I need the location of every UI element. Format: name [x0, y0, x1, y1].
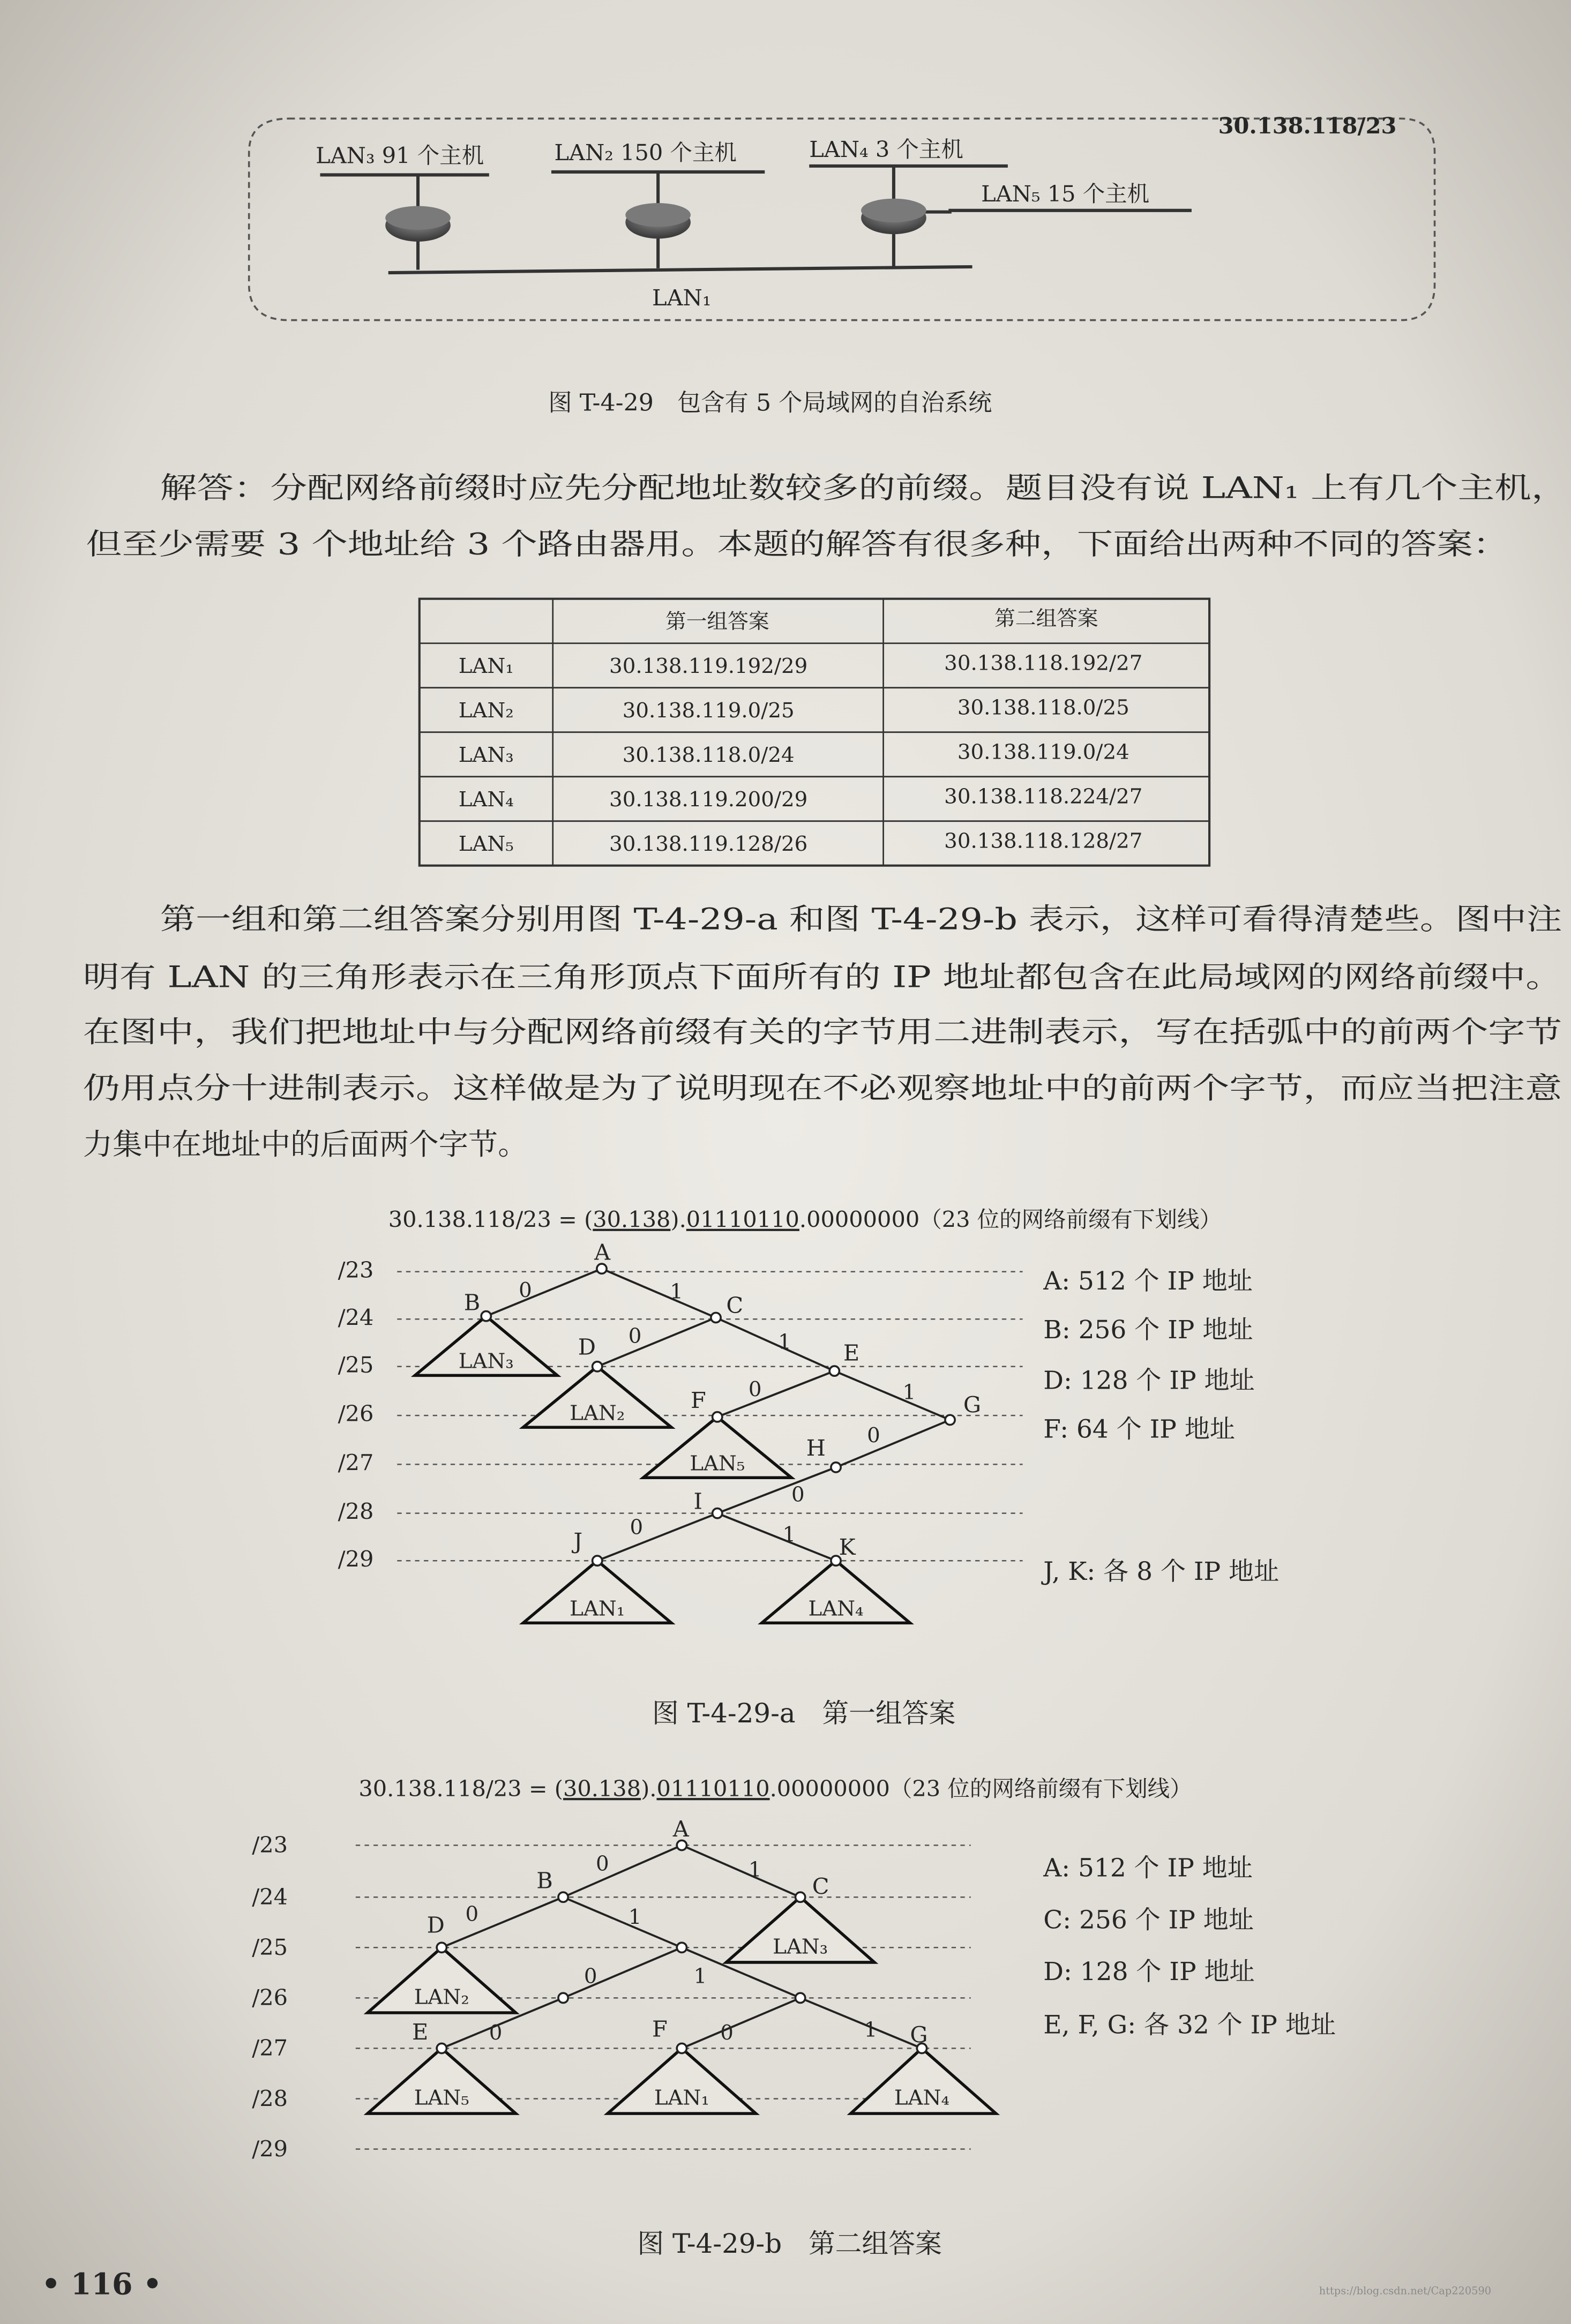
- router-icon: [625, 203, 691, 238]
- prefix-level-label: /28: [338, 1498, 374, 1525]
- node-label: H: [806, 1434, 826, 1461]
- table-cell: 30.138.119.192/29: [609, 654, 808, 679]
- prefix-level-label: /27: [338, 1449, 374, 1476]
- node-label: J: [573, 1528, 583, 1555]
- branch-bit-label: 0: [583, 1964, 597, 1989]
- prefix-level-label: /26: [338, 1400, 374, 1427]
- table-header: 第一组答案: [665, 610, 769, 634]
- node-label: C: [726, 1292, 744, 1319]
- node-label: E: [843, 1339, 860, 1366]
- lan-label: LAN₄: [808, 1596, 864, 1621]
- lan-label: LAN₄: [894, 2086, 950, 2110]
- lan-label: LAN₃: [458, 1349, 514, 1374]
- lan-label: LAN₁: [570, 1596, 625, 1621]
- lan1-label: LAN₁: [652, 284, 712, 311]
- figure-caption: 图 T-4-29-b 第二组答案: [637, 2228, 942, 2260]
- prefix-equation: 30.138.118/23 = (30.138).01110110.00000000（23 位的网络前缀有下划线）: [358, 1775, 1192, 1802]
- prefix-level-label: /27: [252, 2035, 288, 2061]
- table-cell: 30.138.118.0/24: [622, 743, 795, 768]
- branch-bit-label: 0: [489, 2020, 503, 2045]
- prefix-level-label: /25: [252, 1934, 288, 1961]
- prefix-level-label: /28: [252, 2085, 288, 2112]
- branch-bit-label: 0: [867, 1423, 880, 1448]
- prefix-level-label: /29: [338, 1546, 374, 1572]
- prefix-level-label: /29: [252, 2135, 288, 2162]
- page-number: • 116 •: [41, 2267, 162, 2302]
- node-label: B: [463, 1289, 481, 1316]
- table-cell: 30.138.119.0/25: [622, 699, 795, 723]
- address-note: F: 64 个 IP 地址: [1043, 1414, 1235, 1444]
- prefix-level-label: /26: [252, 1984, 288, 2011]
- table-cell: LAN₄: [458, 788, 514, 812]
- lan3-label: LAN₃ 91 个主机: [316, 142, 484, 169]
- branch-bit-label: 0: [791, 1482, 805, 1507]
- node-label: E: [412, 2018, 429, 2045]
- lan-label: LAN₅: [690, 1451, 745, 1476]
- paragraph-line: 第一组和第二组答案分别用图 T-4-29-a 和图 T-4-29-b 表示，这样可看得清楚些。图中注: [160, 902, 1562, 937]
- lan2-label: LAN₂ 150 个主机: [554, 139, 737, 166]
- prefix-level-label: /24: [338, 1304, 374, 1331]
- node-label: G: [910, 2021, 928, 2048]
- table-cell: 30.138.118.0/25: [957, 695, 1129, 720]
- branch-bit-label: 1: [782, 1523, 796, 1547]
- prefix-level-label: /24: [252, 1884, 288, 1910]
- answer-line: 但至少需要 3 个地址给 3 个路由器用。本题的解答有很多种，下面给出两种不同的答案：: [86, 527, 1509, 562]
- router-icon: [385, 206, 451, 242]
- address-note: A: 512 个 IP 地址: [1043, 1853, 1253, 1883]
- node-label: G: [963, 1391, 982, 1418]
- branch-bit-label: 0: [519, 1278, 532, 1302]
- branch-bit-label: 0: [628, 1324, 642, 1348]
- router-icon: [861, 199, 926, 234]
- node-label: C: [812, 1873, 829, 1900]
- address-note: E, F, G: 各 32 个 IP 地址: [1043, 2010, 1336, 2040]
- as-prefix-label: 30.138.118/23: [1218, 112, 1397, 139]
- branch-bit-label: 0: [595, 1851, 609, 1876]
- branch-bit-label: 0: [465, 1902, 479, 1926]
- address-note: C: 256 个 IP 地址: [1043, 1905, 1254, 1935]
- lan-label: LAN₁: [654, 2086, 709, 2110]
- node-label: I: [693, 1488, 702, 1515]
- table-cell: 30.138.118.128/27: [944, 829, 1143, 853]
- prefix-level-label: /23: [338, 1256, 374, 1283]
- table-cell: LAN₂: [458, 699, 514, 723]
- branch-bit-label: 0: [748, 1377, 762, 1402]
- branch-bit-label: 1: [864, 2018, 878, 2042]
- paragraph-line: 在图中，我们把地址中与分配网络前缀有关的字节用二进制表示，写在括弧中的前两个字节: [83, 1015, 1562, 1049]
- node-label: F: [652, 2015, 668, 2042]
- table-cell: 30.138.118.192/27: [944, 651, 1143, 676]
- lan4-label: LAN₄ 3 个主机: [809, 136, 963, 163]
- table-cell: 30.138.119.128/26: [609, 832, 808, 857]
- node-label: F: [690, 1387, 706, 1414]
- prefix-level-label: /23: [252, 1832, 288, 1858]
- prefix-level-label: /25: [338, 1351, 374, 1378]
- node-label: K: [839, 1534, 856, 1561]
- answer-line: 解答：分配网络前缀时应先分配地址数较多的前缀。题目没有说 LAN₁ 上有几个主机，: [160, 471, 1568, 506]
- paragraph-line: 仍用点分十进制表示。这样做是为了说明现在不必观察地址中的前两个字节，而应当把注意: [83, 1071, 1562, 1106]
- node-label: A: [672, 1815, 689, 1842]
- address-note: D: 128 个 IP 地址: [1043, 1366, 1255, 1396]
- figure-caption: 图 T-4-29 包含有 5 个局域网的自治系统: [548, 389, 992, 417]
- figure-caption: 图 T-4-29-a 第一组答案: [652, 1697, 956, 1729]
- paragraph-line: 明有 LAN 的三角形表示在三角形顶点下面所有的 IP 地址都包含在此局域网的网络前缀中。: [83, 960, 1562, 995]
- node-label: D: [427, 1911, 445, 1938]
- address-note: D: 128 个 IP 地址: [1043, 1957, 1255, 1987]
- lan-label: LAN₂: [414, 1985, 469, 2010]
- branch-bit-label: 0: [720, 2020, 734, 2045]
- branch-bit-label: 1: [902, 1380, 916, 1405]
- address-note: A: 512 个 IP 地址: [1043, 1266, 1253, 1296]
- table-cell: LAN₅: [458, 832, 514, 857]
- table-cell: LAN₁: [458, 654, 514, 679]
- address-note: B: 256 个 IP 地址: [1043, 1315, 1253, 1345]
- branch-bit-label: 1: [693, 1964, 707, 1989]
- node-label: B: [536, 1867, 553, 1894]
- lan-label: LAN₃: [773, 1935, 828, 1959]
- node-label: A: [594, 1239, 611, 1265]
- branch-bit-label: 1: [748, 1857, 762, 1882]
- lan-label: LAN₂: [570, 1401, 625, 1426]
- branch-bit-label: 0: [630, 1515, 644, 1540]
- table-header: 第二组答案: [994, 606, 1098, 631]
- address-note: J, K: 各 8 个 IP 地址: [1043, 1557, 1280, 1587]
- table-cell: LAN₃: [458, 743, 514, 768]
- node-label: D: [578, 1333, 596, 1360]
- paragraph-line: 力集中在地址中的后面两个字节。: [83, 1128, 528, 1163]
- table-cell: 30.138.118.224/27: [944, 784, 1143, 809]
- prefix-equation: 30.138.118/23 = (30.138).01110110.00000000（23 位的网络前缀有下划线）: [388, 1206, 1222, 1233]
- branch-bit-label: 1: [778, 1330, 791, 1354]
- watermark: https://blog.csdn.net/Cap220590: [1319, 2284, 1492, 2297]
- table-cell: 30.138.119.200/29: [609, 788, 808, 812]
- table-cell: 30.138.119.0/24: [957, 740, 1129, 764]
- lan5-label: LAN₅ 15 个主机: [981, 181, 1150, 207]
- branch-bit-label: 1: [670, 1279, 683, 1304]
- branch-bit-label: 1: [628, 1905, 642, 1930]
- lan-label: LAN₅: [414, 2086, 469, 2110]
